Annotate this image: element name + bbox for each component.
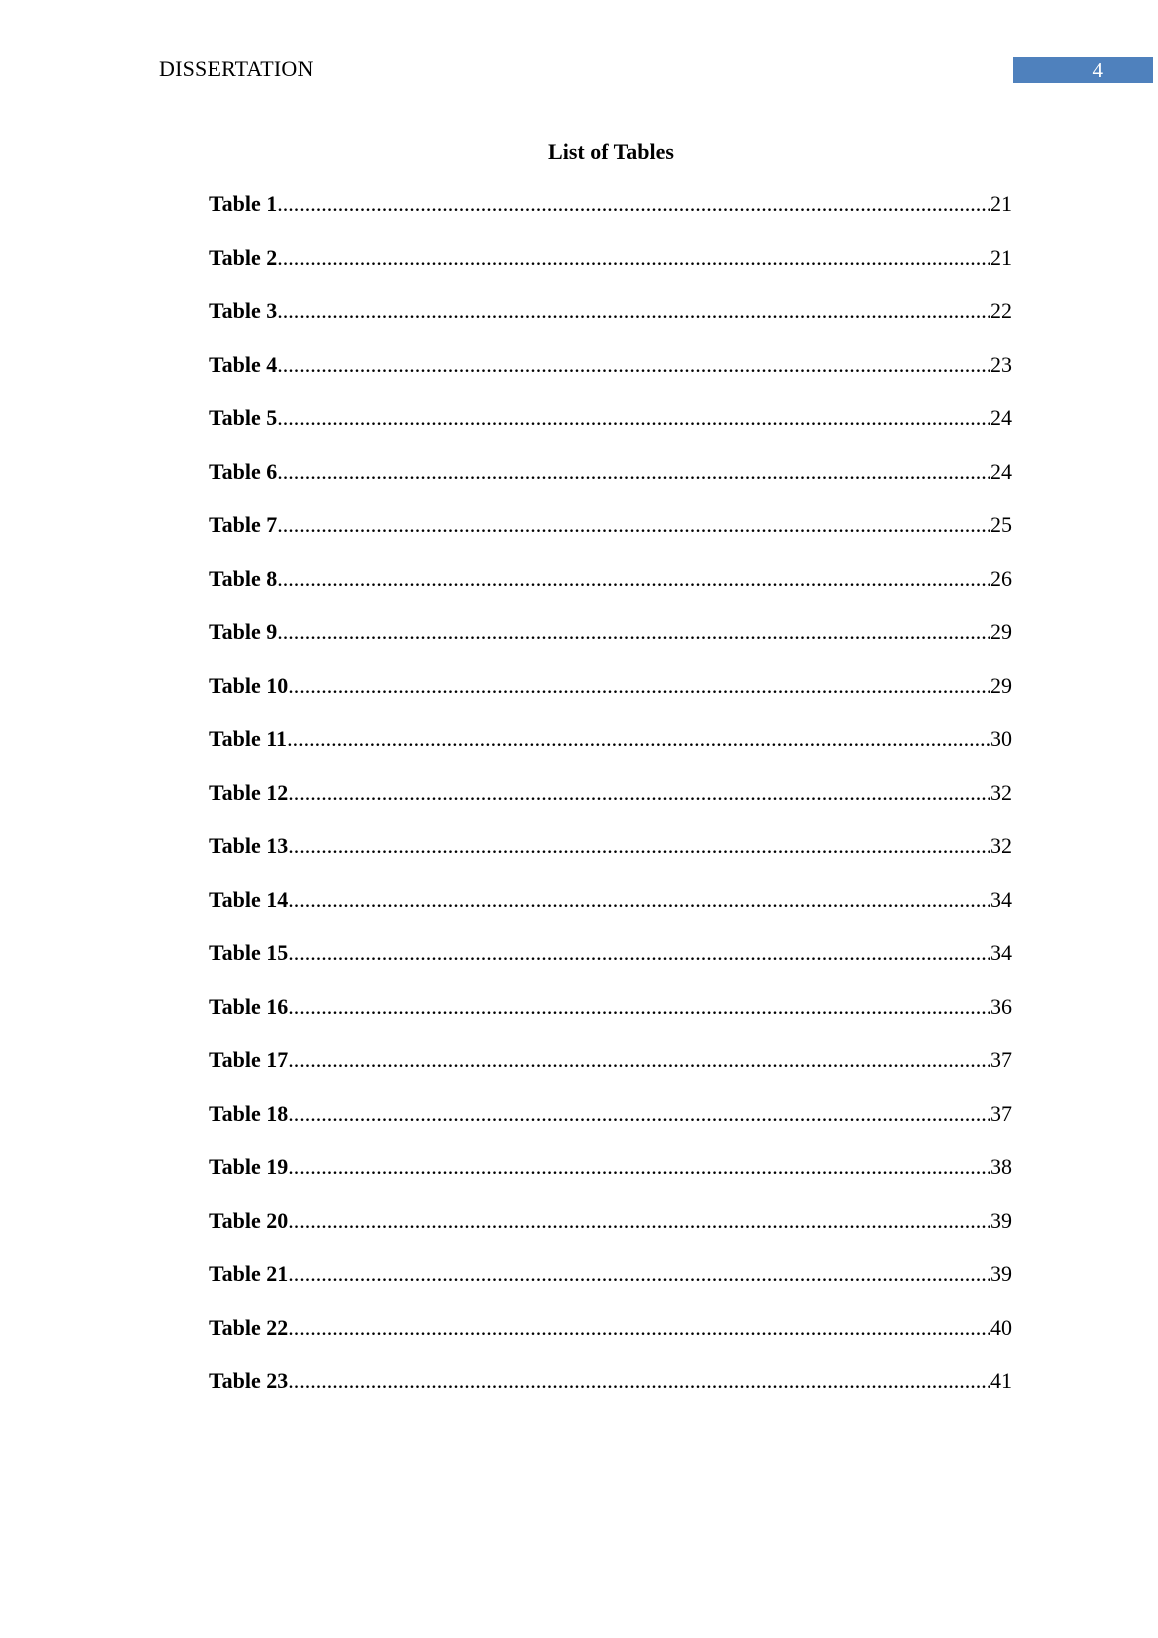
toc-entry-label: Table 10: [209, 672, 289, 698]
toc-dot-leader: [277, 405, 990, 431]
toc-dot-leader: [277, 298, 990, 324]
toc-entry[interactable]: [209, 833, 1012, 887]
toc-entry[interactable]: [209, 780, 1012, 834]
toc-entry-label: Table 19: [209, 1154, 289, 1179]
toc-entry-label: Table 21: [209, 1261, 289, 1286]
toc-entry[interactable]: [209, 619, 1012, 673]
toc-entry[interactable]: [209, 245, 1012, 299]
toc-entry-page: 29: [990, 619, 1012, 644]
toc-dot-leader: [277, 566, 990, 592]
toc-entry-label: Table 18: [209, 1100, 289, 1126]
toc-entry[interactable]: [209, 1154, 1012, 1208]
toc-entry-page: 39: [990, 1261, 1012, 1286]
running-head: DISSERTATION: [159, 56, 314, 81]
toc-entry[interactable]: [209, 1315, 1012, 1369]
toc-entry-label: Table 9: [209, 619, 278, 644]
toc-entry[interactable]: [209, 726, 1012, 780]
toc-entry-label: Table 15: [209, 940, 289, 965]
toc-entry-label: Table 3: [209, 298, 278, 323]
toc-dot-leader: [288, 1154, 990, 1180]
toc-dot-leader: [277, 619, 990, 645]
toc-entry-page: 39: [990, 1207, 1012, 1233]
toc-entry[interactable]: [209, 940, 1012, 994]
toc-entry-page: 24: [990, 458, 1012, 484]
toc-entry[interactable]: [209, 887, 1012, 941]
toc-entry-page: 24: [990, 405, 1012, 430]
toc-entry-label: Table 16: [209, 993, 289, 1019]
toc-entry-page: 25: [990, 512, 1012, 537]
toc-entry-label: Table 17: [209, 1047, 289, 1072]
toc-entry-label: Table 13: [209, 833, 289, 858]
toc-dot-leader: [277, 352, 990, 378]
list-of-tables: [209, 191, 1012, 1422]
toc-entry-page: 21: [990, 244, 1012, 270]
toc-entry[interactable]: [209, 191, 1012, 245]
toc-entry-label: Table 12: [209, 779, 289, 805]
toc-dot-leader: [277, 459, 990, 485]
page-number-box: [1013, 57, 1153, 83]
toc-entry-page: 36: [990, 993, 1012, 1019]
toc-entry[interactable]: [209, 352, 1012, 406]
toc-dot-leader: [288, 780, 990, 806]
toc-entry-page: 34: [990, 940, 1012, 965]
toc-entry[interactable]: [209, 298, 1012, 352]
toc-entry-label: Table 8: [209, 565, 278, 591]
toc-entry-page: 38: [990, 1154, 1012, 1179]
toc-dot-leader: [288, 833, 990, 859]
toc-entry-page: 29: [990, 672, 1012, 698]
toc-entry[interactable]: [209, 994, 1012, 1048]
toc-entry-label: Table 1: [209, 191, 278, 216]
toc-dot-leader: [277, 245, 990, 271]
toc-entry[interactable]: [209, 512, 1012, 566]
toc-entry[interactable]: [209, 1047, 1012, 1101]
toc-dot-leader: [288, 1261, 990, 1287]
toc-entry-label: Table 4: [209, 351, 278, 377]
page-number: 4: [1092, 58, 1103, 82]
toc-entry-page: 21: [990, 191, 1012, 216]
toc-entry[interactable]: [209, 1368, 1012, 1422]
toc-dot-leader: [288, 1101, 990, 1127]
list-of-tables-title: List of Tables: [548, 139, 674, 164]
toc-entry-label: Table 23: [209, 1368, 289, 1393]
toc-entry-label: Table 11: [209, 726, 288, 751]
toc-dot-leader: [288, 994, 990, 1020]
toc-entry-page: 40: [990, 1314, 1012, 1340]
toc-dot-leader: [288, 1315, 990, 1341]
toc-entry-page: 26: [990, 565, 1012, 591]
toc-entry[interactable]: [209, 673, 1012, 727]
toc-entry-page: 32: [990, 779, 1012, 805]
toc-dot-leader: [288, 1368, 990, 1394]
toc-entry-page: 37: [990, 1100, 1012, 1126]
toc-entry[interactable]: [209, 1101, 1012, 1155]
toc-entry[interactable]: [209, 566, 1012, 620]
toc-entry[interactable]: [209, 405, 1012, 459]
toc-entry-label: Table 5: [209, 405, 278, 430]
toc-dot-leader: [287, 726, 990, 752]
toc-entry-page: 37: [990, 1047, 1012, 1072]
toc-entry[interactable]: [209, 1208, 1012, 1262]
toc-entry-label: Table 22: [209, 1314, 289, 1340]
toc-entry-page: 34: [990, 886, 1012, 912]
toc-dot-leader: [288, 887, 990, 913]
toc-entry-page: 32: [990, 833, 1012, 858]
toc-entry-label: Table 6: [209, 458, 278, 484]
toc-dot-leader: [277, 191, 990, 217]
toc-entry-page: 30: [990, 726, 1012, 751]
toc-dot-leader: [277, 512, 990, 538]
toc-entry[interactable]: [209, 1261, 1012, 1315]
toc-dot-leader: [288, 1208, 990, 1234]
toc-entry[interactable]: [209, 459, 1012, 513]
toc-entry-page: 23: [990, 351, 1012, 377]
toc-entry-page: 22: [990, 298, 1012, 323]
toc-entry-page: 41: [990, 1368, 1012, 1393]
toc-entry-label: Table 14: [209, 886, 289, 912]
toc-dot-leader: [288, 1047, 990, 1073]
toc-dot-leader: [288, 673, 990, 699]
toc-dot-leader: [288, 940, 990, 966]
toc-entry-label: Table 7: [209, 512, 278, 537]
toc-entry-label: Table 2: [209, 244, 278, 270]
toc-entry-label: Table 20: [209, 1207, 289, 1233]
